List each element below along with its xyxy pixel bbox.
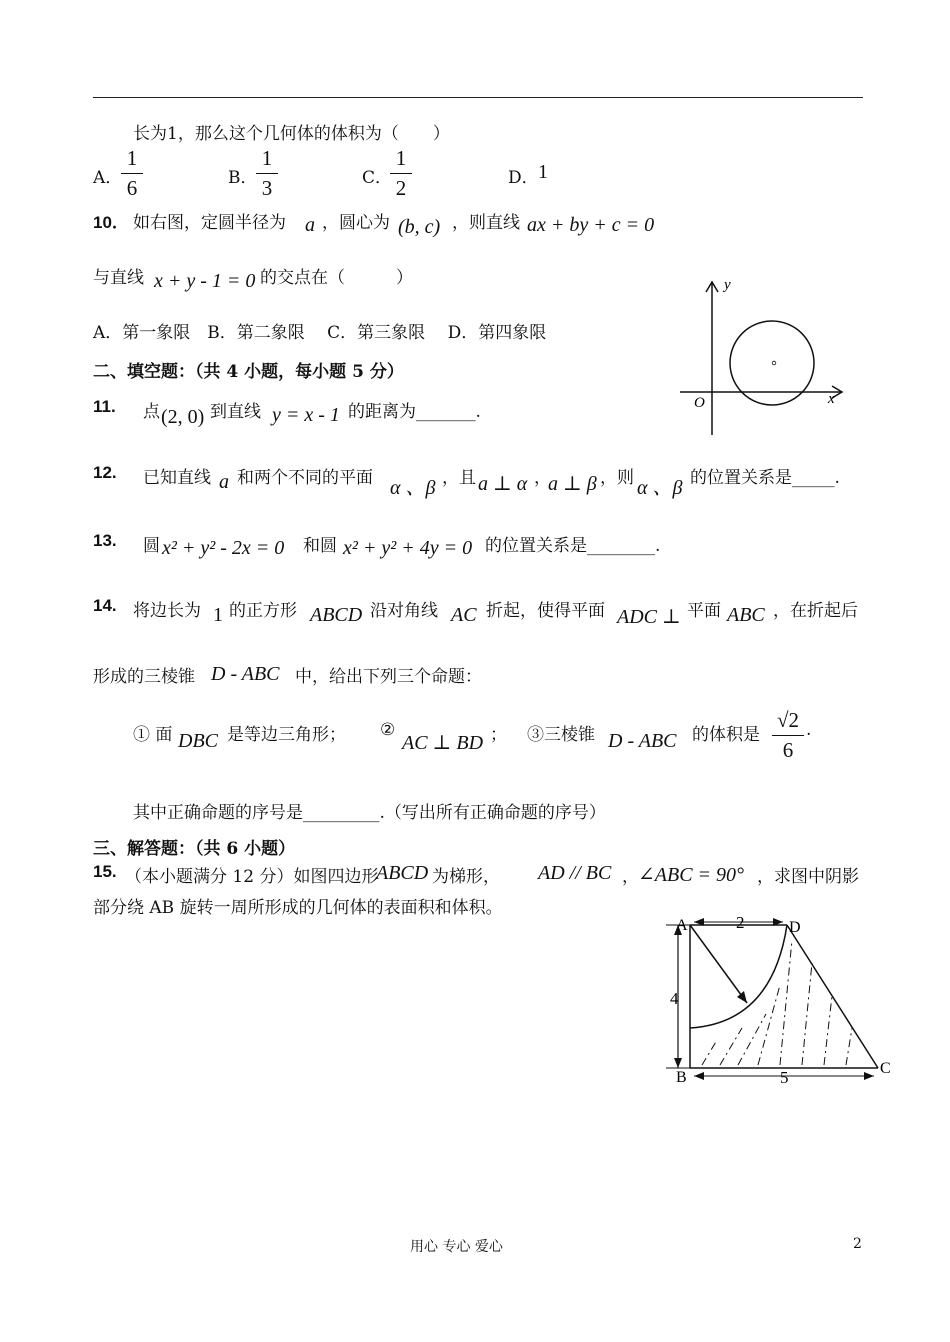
q15-number: 15. <box>93 862 117 881</box>
q9-tail-text: 长为1，那么这个几何体的体积为（ ） <box>133 124 450 144</box>
q13-number: 13. <box>93 531 117 550</box>
q12-text4: ，则 <box>600 468 634 488</box>
q12-text3: ，且 <box>442 468 476 488</box>
fraction-numerator: 1 <box>126 146 138 170</box>
q14-face-dbc: DBC <box>178 730 218 752</box>
q9-option-b-label: B． <box>228 168 258 188</box>
dim-arrow-bc-left <box>694 1072 704 1080</box>
q15-text1: （本小题满分 12 分）如图四边形 <box>125 867 379 887</box>
q12-number: 12. <box>93 463 117 482</box>
fraction-bar <box>772 735 804 736</box>
q9-option-b-fraction <box>256 146 278 201</box>
q12-text2: 和两个不同的平面 <box>237 468 373 488</box>
q10-text4: 与直线 <box>93 268 144 288</box>
length-label-ab: 4 <box>670 989 679 1008</box>
q14-prop3b: 的体积是 <box>692 725 760 745</box>
q14-prop2b: ； <box>490 725 507 745</box>
fraction-denominator: 6 <box>126 176 138 200</box>
footer-slogan: 用心 专心 爱心 <box>410 1239 503 1255</box>
vertex-label-b: B <box>676 1069 687 1086</box>
q12-line-a: a <box>219 471 229 493</box>
q11-text3: 的距离为_______. <box>348 402 481 422</box>
q10-center: (b, c) <box>398 216 441 238</box>
q13-text1: 圆 <box>143 536 160 556</box>
q10-text1: 如右图，定圆半径为 <box>133 213 286 233</box>
q10-line1: ax + by + c = 0 <box>527 214 655 236</box>
q14-square: ABCD <box>310 604 363 626</box>
q10-text3: ，则直线 <box>452 213 520 233</box>
vertex-label-c: C <box>880 1060 891 1077</box>
edge-dc <box>787 925 878 1068</box>
page-number: 2 <box>853 1236 862 1252</box>
q11-text2: 到直线 <box>210 402 261 422</box>
q14-side: 1 <box>213 604 223 626</box>
vertex-label-a: A <box>676 917 688 934</box>
q15-line2: 部分绕 AB 旋转一周所形成的几何体的表面积和体积。 <box>93 898 503 918</box>
section2-title: 二、填空题：（共 4 小题，每小题 5 分） <box>93 362 404 382</box>
q12-planes: α 、β <box>390 477 436 499</box>
q14-text1: 将边长为 <box>133 601 201 621</box>
q15-trapezoid: ABCD <box>376 862 429 884</box>
q14-text3: 沿对角线 <box>370 601 438 621</box>
q14-prop3: ③三棱锥 <box>527 725 595 745</box>
q14-diagonal: AC <box>451 604 477 626</box>
q12-cond2: a ⊥ β <box>548 473 597 495</box>
header-rule <box>93 97 863 98</box>
q10-number: 10． <box>93 213 129 232</box>
q13-text2: 和圆 <box>303 536 337 556</box>
fraction-bar <box>256 173 278 174</box>
length-label-ad: 2 <box>736 913 745 932</box>
q10-var-a: a <box>305 214 315 236</box>
q11-point: (2, 0) <box>161 406 205 428</box>
q9-option-a-fraction <box>121 146 143 201</box>
q12-text5: 的位置关系是_____. <box>690 468 840 488</box>
q13-circle2: x² + y² + 4y = 0 <box>343 537 473 559</box>
fraction-bar <box>121 173 143 174</box>
q11-number: 11. <box>93 397 116 416</box>
q15-parallel: AD // BC <box>538 862 612 884</box>
q14-text5: 平面 <box>687 601 721 621</box>
radius-arrowhead <box>737 991 747 1003</box>
q9-option-a-label: A． <box>93 168 123 188</box>
circle-center-dot <box>772 361 776 365</box>
vertex-label-d: D <box>789 919 801 936</box>
q14-tetrahedron2: D - ABC <box>608 730 677 752</box>
q14-text6: ，在折起后 <box>773 601 858 621</box>
q10-line2: x + y - 1 = 0 <box>154 270 256 292</box>
q15-text2: 为梯形， <box>432 867 500 887</box>
q14-line2a: 形成的三棱锥 <box>93 667 195 687</box>
q14-line2b: 中，给出下列三个命题： <box>295 667 482 687</box>
q11-line: y = x - 1 <box>272 404 340 426</box>
q14-text2: 的正方形 <box>229 601 297 621</box>
fraction-denominator: 2 <box>395 176 407 200</box>
origin-label: O <box>694 395 705 411</box>
fraction-numerator: 1 <box>395 146 407 170</box>
q14-prop1b: 是等边三角形； <box>227 725 346 745</box>
q10-text2: ，圆心为 <box>322 213 390 233</box>
q14-volume-fraction <box>772 708 804 763</box>
q14-text4: 折起，使得平面 <box>486 601 605 621</box>
shading-hatches <box>702 940 852 1065</box>
fraction-denominator: 3 <box>261 176 273 200</box>
q14-period: . <box>806 720 812 740</box>
q13-text3: 的位置关系是________. <box>485 536 661 556</box>
q14-tetrahedron: D - ABC <box>211 663 280 685</box>
y-axis-label: y <box>724 277 731 293</box>
x-axis-label: x <box>828 391 835 407</box>
fraction-bar <box>390 173 412 174</box>
q10-options: A．第一象限 B．第二象限 C．第三象限 D．第四象限 <box>93 323 547 343</box>
q12-sep: ， <box>534 468 551 488</box>
q13-circle1: x² + y² - 2x = 0 <box>162 537 285 559</box>
q12-text1: 已知直线 <box>143 468 211 488</box>
q10-text5: 的交点在（ ） <box>260 268 413 288</box>
q14-plane-abc: ABC <box>727 604 765 626</box>
q14-plane-adc: ADC ⊥ <box>617 606 681 628</box>
trapezoid-figure <box>662 908 902 1093</box>
fraction-numerator: 1 <box>261 146 273 170</box>
q12-planes2: α 、β <box>637 477 683 499</box>
dim-arrow-bc-right <box>864 1072 874 1080</box>
q14-answer-line: 其中正确命题的序号是_________.（写出所有正确命题的序号） <box>133 803 606 823</box>
q14-number: 14. <box>93 596 117 615</box>
q15-text4: ，求图中阴影 <box>757 867 859 887</box>
q14-perp: AC ⊥ BD <box>402 732 484 754</box>
q11-text1: 点 <box>143 402 160 422</box>
dim-arrow-ab-bottom <box>674 1058 682 1068</box>
circle-coordinate-figure <box>672 270 852 440</box>
radius-arrow-line <box>690 925 747 1003</box>
q14-prop1: ① 面 <box>133 725 173 745</box>
q9-option-c-fraction <box>390 146 412 201</box>
q15-angle: ∠ABC = 90° <box>638 864 745 886</box>
q15-text3: ， <box>622 867 639 887</box>
q14-prop2: ② <box>380 720 396 740</box>
q9-option-d-value: 1 <box>538 161 548 183</box>
q12-cond1: a ⊥ α <box>478 473 528 495</box>
fraction-numerator: √2 <box>776 708 800 732</box>
q9-option-c-label: C． <box>362 168 393 188</box>
length-label-bc: 5 <box>780 1068 789 1087</box>
q9-option-d-label: D． <box>508 168 539 188</box>
fraction-denominator: 6 <box>782 738 794 762</box>
section3-title: 三、解答题：（共 6 小题） <box>93 839 296 859</box>
